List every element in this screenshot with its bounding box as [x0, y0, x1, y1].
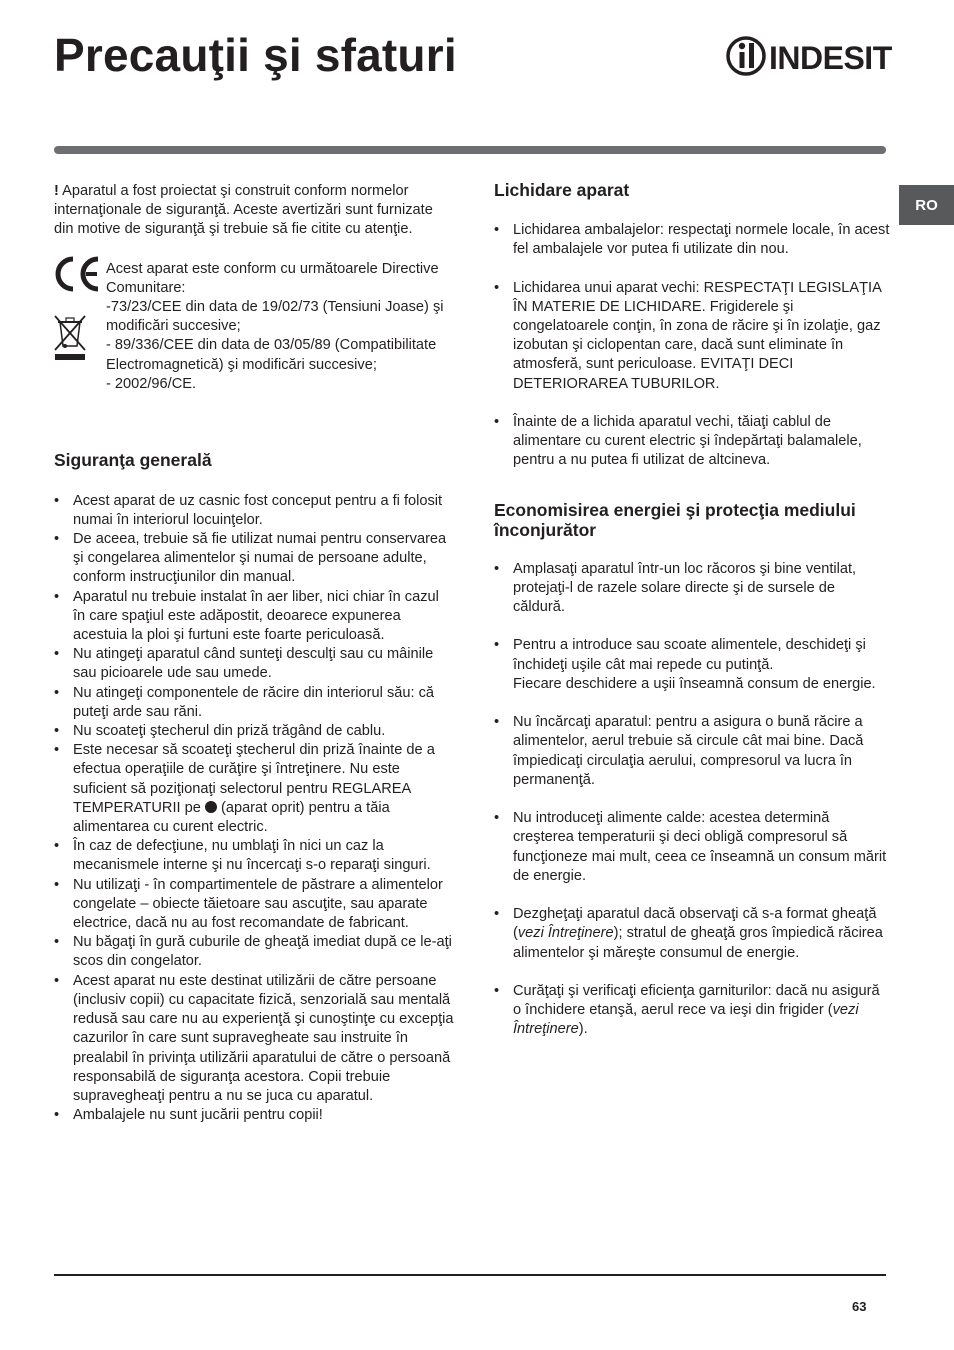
list-item: • Acest aparat de uz casnic fost conceput pentru a fi folosit numai în interiorul locuinţelor. — [54, 492, 454, 530]
list-item — [494, 982, 890, 1040]
list-item-text: • Pentru a introduce sau scoate alimentele, deschideţi şi închideţi uşile cât mai repede cu putinţă. — [513, 637, 866, 673]
list-item-text: ); stratul de gheaţă gros împiedică răcirea alimentelor şi măreşte consumul de energie. — [513, 925, 883, 961]
list-item: • De aceea, trebuie să fie utilizat numai pentru conservarea şi congelarea alimentelor şi numai de persoane adulte, conform instrucţiunilor din manual. — [54, 530, 454, 588]
list-item-text: (aparat oprit) pentru a tăia alimentarea cu curent electric. — [73, 799, 390, 836]
cross-reference: vezi Întreţinere — [513, 1002, 859, 1038]
weee-bin-icon — [52, 312, 88, 360]
list-item: • Ambalajele nu sunt jucării pentru copii! — [54, 1106, 454, 1125]
left-column — [54, 182, 454, 1125]
language-tab: RO — [899, 185, 954, 225]
general-safety-list — [54, 492, 454, 1126]
page-number: 63 — [852, 1299, 867, 1314]
directive-line: - 89/336/CEE din data de 03/05/89 (Compatibilitate Electromagnetică) şi modificări succesive; — [106, 337, 437, 373]
list-item — [494, 905, 890, 963]
intro-paragraph — [54, 182, 454, 240]
right-column — [494, 182, 890, 1059]
directive-line: Acest aparat este conform cu următoarele Directive Comunitare: — [106, 260, 439, 296]
disposal-list — [494, 221, 890, 471]
list-item-text: Fiecare deschidere a uşii înseamnă consum de energie. — [513, 675, 876, 692]
off-position-dot-icon — [205, 801, 217, 813]
list-item: • Nu băgaţi în gură cuburile de gheaţă imediat după ce le-aţi scos din congelator. — [54, 933, 454, 971]
section-heading-disposal: Lichidare aparat — [494, 180, 630, 200]
brand-wordmark: INDESIT — [769, 40, 892, 76]
warning-exclamation: ! — [54, 183, 59, 199]
intro-text: Aparatul a fost proiectat şi construit conform normelor internaţionale de siguranţă. Aceste avertizări sunt furnizate din motive de siguranţă şi trebuie să fie citite cu atenţie. — [54, 183, 433, 238]
list-item: • Nu atingeţi componentele de răcire din interiorul său: că puteţi arde sau răni. — [54, 684, 454, 722]
section-heading-general-safety: Siguranţa generală — [54, 449, 212, 470]
list-item — [54, 741, 454, 837]
list-item-text: Este necesar să scoateţi ştecherul din priză înainte de a efectua operaţiile de curăţire şi întreţinere. Nu este suficient să poziţionaţi selectorul pentru REGLAREA TEMPERATURII pe — [73, 742, 435, 816]
list-item: • Nu utilizaţi - în compartimentele de păstrare a alimentelor congelate – obiecte tăietoare sau ascuţite, sau aparate electrice, dacă nu au fost recomandate de fabricant. — [54, 876, 454, 934]
list-item: • Lichidarea ambalajelor: respectaţi normele locale, în acest fel ambalajele vor putea fi utilizate din nou. — [494, 221, 890, 259]
directives-block — [54, 260, 454, 412]
directive-line: -73/23/CEE din data de 19/02/73 (Tensiuni Joase) şi modificări succesive; — [106, 299, 444, 335]
list-item-text: Curăţaţi şi verificaţi eficienţa garniturilor: dacă nu asigură o închidere etanşă, aerul rece va ieşi din frigider ( — [513, 983, 880, 1019]
list-item: • Înainte de a lichida aparatul vechi, tăiaţi cablul de alimentare cu curent electric şi îndepărtaţi balamalele, pentru a nu putea fi utilizat de altcineva. — [494, 413, 890, 471]
list-item: • Nu atingeţi aparatul când sunteţi desculţi sau cu mâinile sau picioarele ude sau umede. — [54, 645, 454, 683]
page-title: Precauţii şi sfaturi — [54, 29, 457, 81]
list-item: • În caz de defecţiune, nu umblaţi în nici un caz la mecanismele interne şi nu încercaţi s-o reparaţi singuri. — [54, 837, 454, 875]
section-heading-energy: Economisirea energiei şi protecţia mediului înconjurător — [494, 499, 856, 540]
list-item: • Nu încărcaţi aparatul: pentru a asigura o bună răcire a alimentelor, aerul trebuie să circule cât mai bine. Dacă împiedicaţi circulaţia aerului, compresorul va lucra în permanenţă. — [494, 713, 890, 790]
energy-list — [494, 560, 890, 1040]
list-item: • Acest aparat nu este destinat utilizării de către persoane (inclusiv copii) cu capacitate fizică, senzorială sau mentală redusă sau care nu au experienţă şi cunoştinţe cu excepţia cazurilor în care sunt supravegheate sau instruite în prealabil în privinţa utilizării aparatului de către o persoană responsabilă de siguranţa acestora. Copii trebuie supravegheaţi pentru a nu se juca cu aparatul. — [54, 972, 454, 1106]
list-item: • Lichidarea unui aparat vechi: RESPECTAŢI LEGISLAŢIA ÎN MATERIE DE LICHIDARE. Frigiderele şi congelatoarele conţin, în zona de răcire şi în izolaţie, gaz izobutan şi ciclopentan care, dacă sunt eliminate în atmosferă, sunt periculoase. EVITAŢI DECI DETERIORAREA TUBURILOR. — [494, 279, 890, 394]
footer-divider — [54, 1274, 886, 1276]
list-item — [494, 636, 890, 694]
list-item: • Nu introduceţi alimente calde: acestea determină creşterea temperaturii şi deci obligă compresorul să funcţioneze mai mult, ceea ce înseamnă un consum mărit de energie. — [494, 809, 890, 886]
list-item: • Aparatul nu trebuie instalat în aer liber, nici chiar în cazul în care spaţiul este adăpostit, deoarece expunerea acestuia la ploi şi furtuni este foarte periculoasă. — [54, 588, 454, 646]
list-item: • Amplasaţi aparatul într-un loc răcoros şi bine ventilat, protejaţi-l de razele solare directe şi de sursele de căldură. — [494, 560, 890, 618]
header-divider — [54, 146, 886, 154]
list-item: • Nu scoateţi ştecherul din priză trăgând de cablu. — [54, 722, 454, 741]
ce-mark-icon — [54, 254, 102, 294]
cross-reference: vezi Întreţinere — [517, 925, 614, 942]
list-item-text: ). — [578, 1021, 588, 1038]
directive-line: - 2002/96/CE. — [106, 375, 197, 392]
list-item-text: Dezgheţaţi aparatul dacă observaţi că s-a format gheaţă ( — [513, 906, 877, 942]
